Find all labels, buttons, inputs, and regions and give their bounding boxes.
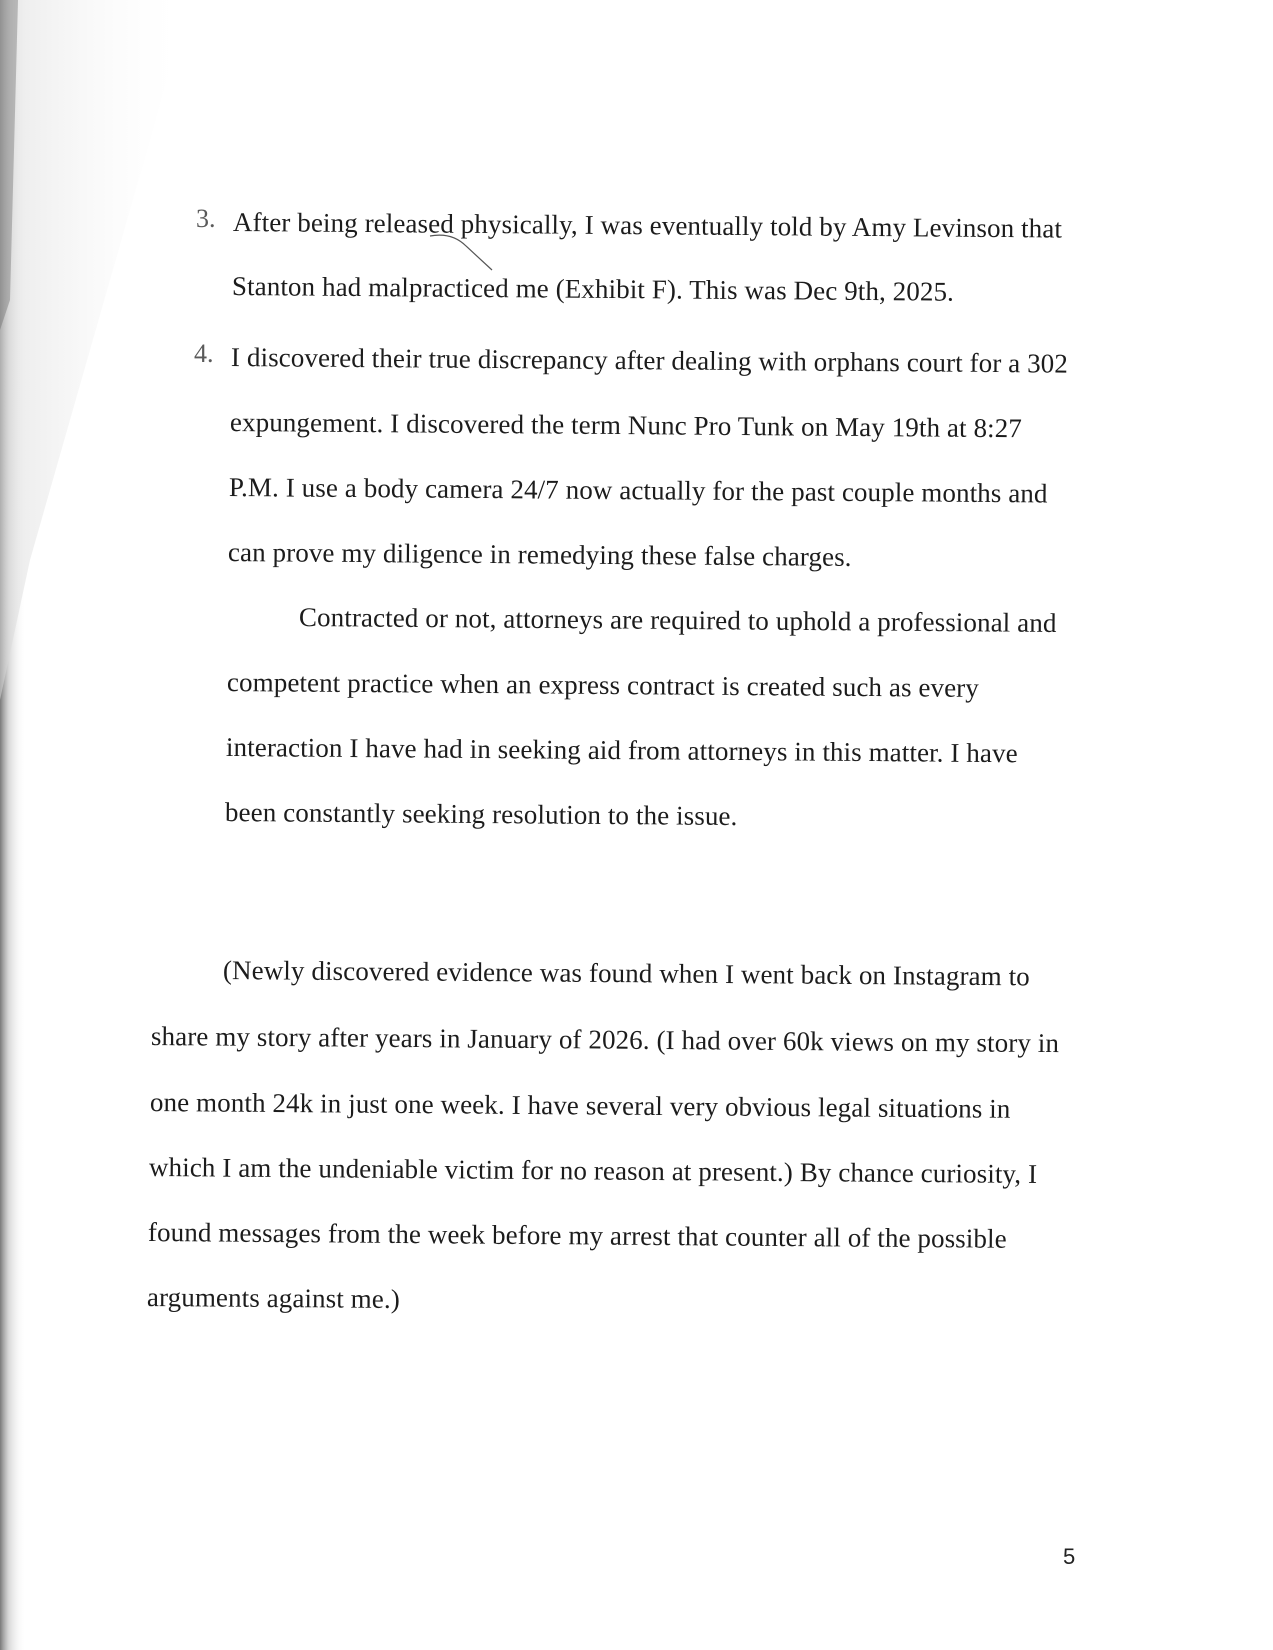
contract-paragraph-line-1: Contracted or not, attorneys are required to uphold a professional and xyxy=(298,602,1057,638)
contract-paragraph-line-2: competent practice when an express contract is created such as every xyxy=(226,667,980,703)
evidence-paragraph-line-4: which I am the undeniable victim for no reason at present.) By chance curiosity, I xyxy=(148,1152,1038,1189)
item-3-line-2: Stanton had malpracticed me (Exhibit F). This was Dec 9th, 2025. xyxy=(231,271,955,307)
item-4-line-3: P.M. I use a body camera 24/7 now actually for the past couple months and xyxy=(228,472,1048,509)
evidence-paragraph-line-2: share my story after years in January of 2026. (I had over 60k views on my story in xyxy=(150,1021,1060,1059)
page-number: 5 xyxy=(1063,1544,1076,1569)
item-4-line-4: can prove my diligence in remedying these false charges. xyxy=(227,537,852,572)
evidence-paragraph-line-1: (Newly discovered evidence was found when I went back on Instagram to xyxy=(222,955,1030,992)
contract-paragraph-line-4: been constantly seeking resolution to the issue. xyxy=(224,797,738,832)
evidence-paragraph-line-5: found messages from the week before my arrest that counter all of the possible xyxy=(147,1217,1007,1254)
item-4-line-1: I discovered their true discrepancy after dealing with orphans court for a 302 xyxy=(230,342,1069,379)
item-4-line-2: expungement. I discovered the term Nunc Pro Tunk on May 19th at 8:27 xyxy=(229,407,1023,444)
evidence-paragraph-line-6: arguments against me.) xyxy=(146,1282,401,1314)
list-number-4: 4. xyxy=(194,339,214,368)
evidence-paragraph-line-3: one month 24k in just one week. I have several very obvious legal situations in xyxy=(149,1087,1011,1124)
list-number-3: 3. xyxy=(196,204,216,233)
contract-paragraph-line-3: interaction I have had in seeking aid from attorneys in this matter. I have xyxy=(225,732,1018,769)
item-3-line-1: After being released physically, I was eventually told by Amy Levinson that xyxy=(232,207,1063,244)
